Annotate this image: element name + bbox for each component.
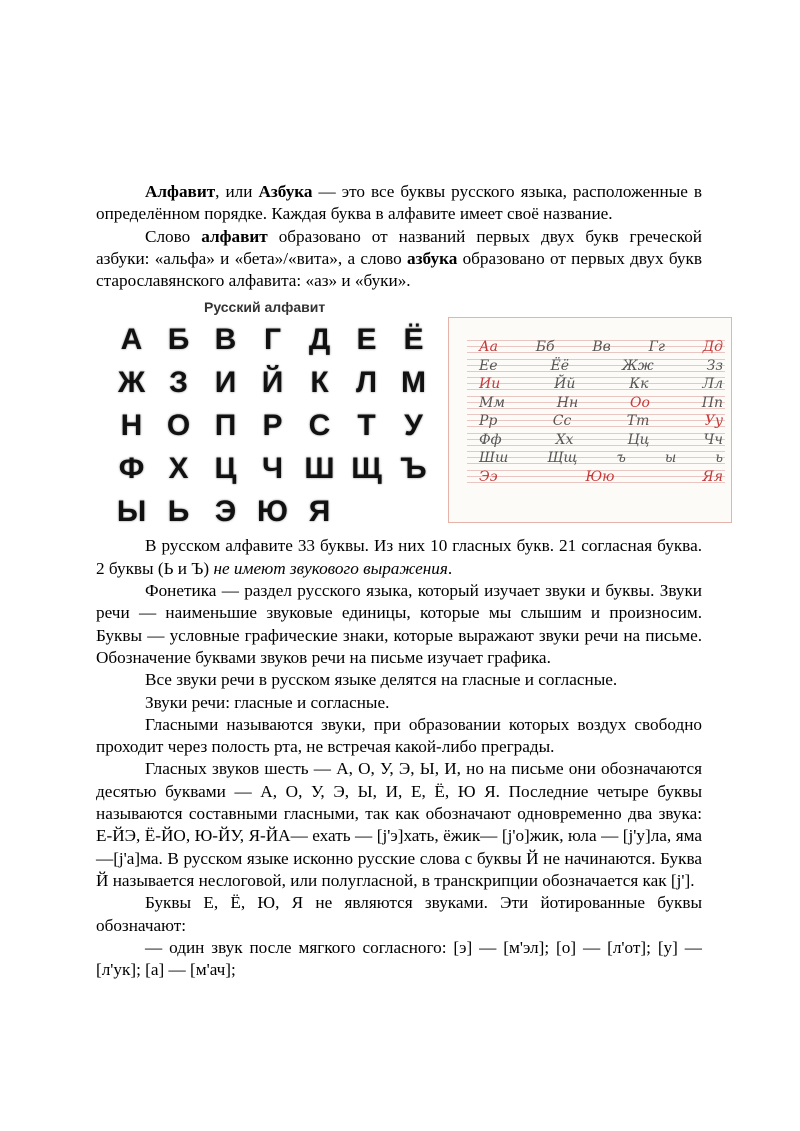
text: . [447, 558, 453, 578]
term-azbuka: Азбука [258, 182, 313, 201]
alphabet-letter: Ё [403, 322, 424, 356]
alphabet-letter: И [214, 365, 237, 399]
cursive-letter-pair: Мм [479, 394, 505, 411]
alphabet-letter: Э [214, 494, 237, 528]
cursive-letter-pair: Вв [592, 339, 611, 356]
cursive-letter-pair: Ээ [479, 468, 498, 485]
alphabet-letter: З [169, 365, 188, 399]
text: образовано от названий первых двух букв греческой азбуки: «альфа» и «бета»/«вита», а слово [96, 226, 702, 268]
alphabet-letter: Г [263, 322, 281, 356]
cursive-letter-pair: Шш [479, 450, 509, 467]
text: В русском алфавите 33 буквы. Из них 10 гласных букв. 21 согласная буква. 2 буквы (Ь и Ъ) [96, 536, 702, 578]
text: образовано от первых двух букв старославянского алфавита: «аз» и «буки». [96, 248, 702, 291]
cursive-letter-pair: Щщ [547, 450, 578, 467]
cursive-letter-pair: ы [664, 450, 677, 467]
document-page [96, 181, 723, 981]
cursive-letter-pair: ъ [616, 450, 626, 467]
alphabet-letter: Щ [351, 451, 382, 485]
alphabet-letter: Ш [304, 451, 335, 485]
cursive-letter-pair: Тт [626, 413, 650, 430]
cursive-letter-pair: Жж [622, 357, 654, 374]
cursive-letter-pair: Оо [630, 394, 650, 411]
italic-text: не имеют звукового выражения [213, 558, 448, 578]
alphabet-letter: К [310, 365, 329, 399]
alphabet-letter: У [404, 408, 423, 442]
alphabet-letter: А [120, 322, 143, 356]
text: — это все буквы русского языка, расположенные в определённом порядке. Каждая буква в алфавите имеет своё название. [96, 182, 702, 224]
cursive-letter-pair: Бб [535, 339, 555, 356]
cursive-letter-pair: Рр [479, 413, 498, 430]
alphabet-letter: В [214, 322, 237, 356]
alphabet-letter: Ъ [400, 451, 427, 485]
cursive-letter-pair: Пп [701, 394, 723, 411]
paragraph-alphabet-definition [96, 181, 702, 226]
text: , или [215, 182, 259, 201]
cursive-letter-pair: Аа [479, 339, 498, 356]
cursive-letter-pair: Йй [554, 376, 576, 393]
cursive-letter-pair: Сс [552, 413, 572, 430]
alphabet-letter: Ф [118, 451, 145, 485]
cursive-letter-pair: Лл [702, 376, 723, 393]
cursive-letter-pair: Кк [629, 376, 649, 393]
cursive-letter-pair: Зз [706, 357, 723, 374]
term-alfavit: алфавит [201, 226, 268, 246]
cursive-letter-pair: Фф [479, 431, 502, 448]
paragraph-vowel-sounds: Гласных звуков шесть — А, О, У, Э, Ы, И, но на письме они обозначаются десятью буквами — А, О, У, Э, Ы, И, Е, Ё, Ю Я. Последние четыре буквы называются составными гласными, так как обозначают одновременно два звука: Е-ЙЭ, Ё-ЙО, Ю-ЙУ, Я-ЙА— ехать — [j'э]хать, ёжик— [j'о]жик, юла — [j'у]ла, яма—[j'а]ма. В русском языке исконно русские слова с буквы Й не начинаются. Буква Й называется неслоговой, или полугласной, в транскрипции обозначается как [j']. [96, 759, 702, 890]
alphabet-image [96, 294, 436, 535]
paragraph-vowels-definition: Гласными называются звуки, при образовании которых воздух свободно проходит через полость рта, не встречая какой-либо преграды. [96, 714, 702, 757]
alphabet-letter: Ю [257, 494, 288, 528]
alphabet-letter: С [308, 408, 331, 442]
paragraph-sound-groups: Все звуки речи в русском языке делятся на гласные и согласные. [145, 670, 618, 690]
cursive-row [479, 466, 723, 488]
cursive-letter-pair: Дд [702, 339, 723, 356]
cursive-letter-pair: Яя [702, 468, 723, 485]
cursive-alphabet-image [448, 317, 732, 523]
paragraph-one-sound: — один звук после мягкого согласного: [э] — [м'эл]; [о] — [л'от]; [у] — [л'ук]; [а] — [м'ач]; [96, 937, 702, 980]
alphabet-letter: Я [308, 494, 331, 528]
alphabet-letter: Д [308, 322, 331, 356]
alphabet-letter: Х [168, 451, 189, 485]
alphabet-letter: Ц [214, 451, 237, 485]
alphabet-letter: Й [261, 365, 284, 399]
cursive-letter-pair: Чч [703, 431, 723, 448]
paragraph-sound-types: Звуки речи: гласные и согласные. [145, 692, 390, 712]
term-azbuka: азбука [407, 248, 458, 268]
alphabet-letter: Т [357, 408, 376, 442]
paragraph-phonetics: Фонетика — раздел русского языка, который изучает звуки и буквы. Звуки речи — наименьшие звуковые единицы, которые мы слышим и произносим. Буквы — условные графические знаки, которые выражают звуки речи на письме. Обозначение буквами звуков речи на письме изучает графика. [96, 581, 702, 667]
paragraph-etymology [96, 226, 702, 293]
alphabet-letter: Ы [116, 494, 147, 528]
cursive-letter-pair: Уу [704, 413, 723, 430]
cursive-letter-pair: Юю [585, 468, 615, 485]
paragraph-letter-count [96, 535, 702, 580]
alphabet-letter: Р [262, 408, 283, 442]
cursive-letter-pair: Ёё [550, 357, 570, 374]
cursive-letter-pair: Хх [555, 431, 574, 448]
alphabet-title: Русский алфавит [204, 299, 326, 316]
cursive-letter-pair: ь [715, 450, 723, 467]
figures-row [96, 294, 723, 535]
paragraph-iotated-letters: Буквы Е, Ё, Ю, Я не являются звуками. Эти йотированные буквы обозначают: [96, 893, 702, 935]
text: Слово [145, 226, 202, 246]
alphabet-letter: Н [120, 408, 143, 442]
alphabet-letter: П [214, 408, 237, 442]
alphabet-letter: Е [356, 322, 377, 356]
cursive-letter-pair: Гг [648, 339, 665, 356]
alphabet-letter: Ч [261, 451, 284, 485]
alphabet-letter: М [401, 365, 426, 399]
cursive-letter-pair: Нн [556, 394, 579, 411]
cursive-letter-pair: Ии [479, 376, 501, 393]
alphabet-letter: Л [355, 365, 378, 399]
term-alfavit: Алфавит [145, 182, 216, 201]
cursive-letter-pair: Цц [627, 431, 650, 448]
alphabet-letter: О [166, 408, 191, 442]
alphabet-letter: Ь [167, 494, 190, 528]
alphabet-letter: Б [167, 322, 190, 356]
alphabet-letter: Ж [117, 365, 146, 399]
cursive-letter-pair: Ее [479, 357, 498, 374]
alphabet-grid [108, 318, 437, 533]
